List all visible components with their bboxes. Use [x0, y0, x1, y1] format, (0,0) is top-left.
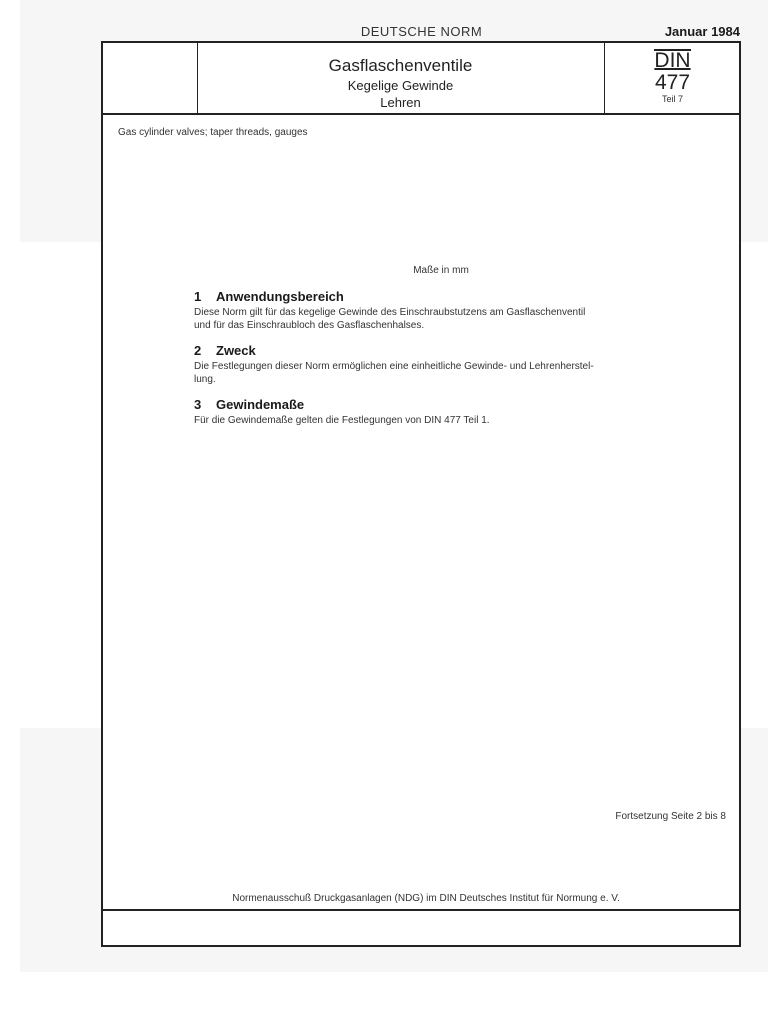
- units-note-text: Maße in mm: [413, 265, 469, 276]
- section-body-line: Die Festlegungen dieser Norm ermöglichen eine einheitliche Gewinde- und Lehrenherstel-: [194, 361, 594, 372]
- section-thread-dimensions: [194, 397, 664, 427]
- section-body: [194, 414, 664, 427]
- section-title: Anwendungsbereich: [216, 289, 344, 304]
- document-frame: [101, 41, 741, 947]
- section-scope: [194, 289, 664, 332]
- section-number: 1: [194, 289, 202, 304]
- document-subtitle-1: Kegelige Gewinde: [347, 78, 454, 93]
- section-heading: [194, 343, 664, 358]
- section-body-line: Für die Gewindemaße gelten die Festlegungen von DIN 477 Teil 1.: [194, 415, 490, 426]
- continuation-note: Fortsetzung Seite 2 bis 8: [615, 811, 726, 822]
- document-title: Gasflaschenventile: [328, 56, 473, 75]
- section-title: Zweck: [216, 343, 256, 358]
- section-heading: [194, 397, 664, 412]
- document-subtitle-2: Lehren: [380, 95, 421, 110]
- section-number: 2: [194, 343, 202, 358]
- din-part: Teil 7: [661, 94, 683, 104]
- title-block-left-cell: [103, 43, 198, 113]
- section-number: 3: [194, 397, 202, 412]
- section-body: [194, 306, 664, 332]
- units-note: [103, 265, 739, 276]
- title-block-center-cell: [198, 43, 603, 113]
- section-body: [194, 360, 664, 386]
- title-block: [103, 43, 739, 115]
- committee-line: [103, 893, 739, 904]
- section-heading: [194, 289, 664, 304]
- committee-text: Normenausschuß Druckgasanlagen (NDG) im DIN Deutsches Institut für Normung e. V.: [232, 893, 620, 904]
- section-body-line: Diese Norm gilt für das kegelige Gewinde des Einschraubstutzens am Gasflaschenventil: [194, 307, 586, 318]
- din-designation-cell: [604, 43, 740, 113]
- footer-divider: [103, 909, 739, 911]
- series-label: DEUTSCHE NORM: [360, 24, 483, 39]
- section-purpose: [194, 343, 664, 386]
- publication-date: Januar 1984: [664, 24, 740, 39]
- section-title: Gewindemaße: [216, 397, 305, 412]
- english-title: Gas cylinder valves; taper threads, gauges: [118, 127, 308, 138]
- section-body-line: lung.: [194, 374, 216, 385]
- din-label: DIN: [654, 49, 691, 72]
- din-number: 477: [654, 71, 691, 94]
- section-body-line: und für das Einschraubloch des Gasflaschenhalses.: [194, 320, 425, 331]
